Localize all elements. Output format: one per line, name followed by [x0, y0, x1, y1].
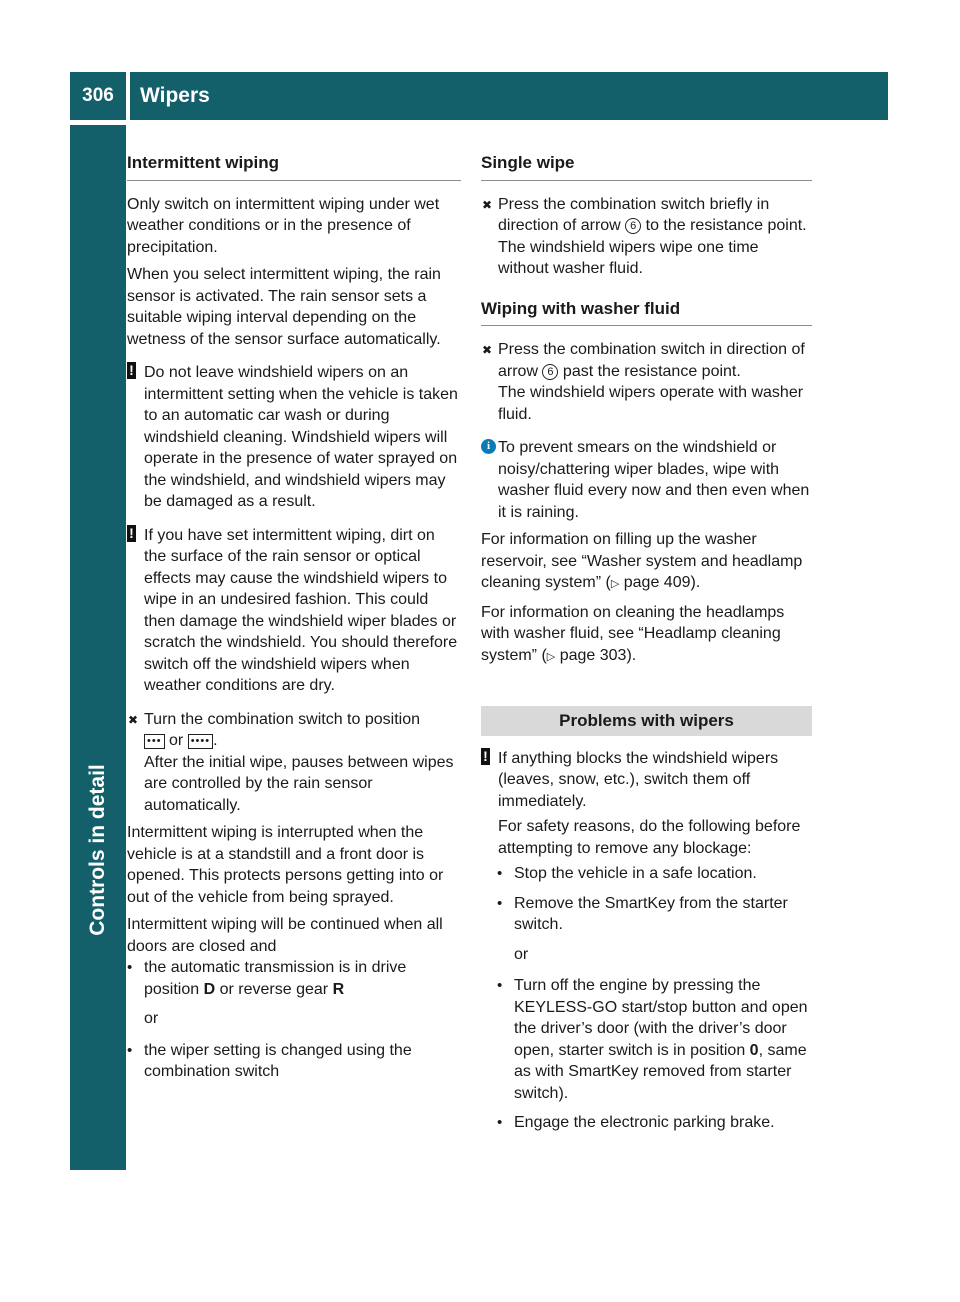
step-or: or [169, 732, 184, 749]
condition-item-1 [127, 957, 461, 1030]
warning-note-2 [127, 525, 461, 697]
condition-text-b: or reverse gear [219, 980, 329, 998]
warning-icon: ! [127, 362, 136, 379]
instruction-step [127, 709, 461, 817]
blockage-text-3: Turn off the engine by pressing the KEYLESS-GO start/stop button and open the driver’s door (with the driver’s door open, starter switch is in position [514, 977, 808, 1059]
warning-note-3 [481, 748, 812, 860]
arrow-6-icon: 6 [625, 218, 641, 234]
warning-text-3b: For safety reasons, do the following before attempting to remove any blockage: [498, 818, 801, 857]
intermittent-paragraph-2: When you select intermittent wiping, the rain sensor is activated. The rain sensor sets a suitable wiping interval depending on the wetness of the sensor surface automatically. [127, 266, 441, 348]
washer-step [481, 339, 812, 425]
step-arrow-icon: ✖ [482, 197, 493, 212]
intermittent-wiping-heading: Intermittent wiping [127, 152, 461, 181]
or-separator: or [144, 1010, 159, 1027]
warning-note-1 [127, 362, 461, 513]
washer-result: The windshield wipers operate with washer fluid. [498, 384, 804, 423]
intermittent-paragraph-1: Only switch on intermittent wiping under wet weather conditions or in the presence of precipitation. [127, 195, 440, 256]
page-ref-arrow-icon: ▷ [610, 578, 620, 590]
intermittent-2-symbol: •••• [188, 734, 213, 749]
headlamp-reference-paragraph [481, 602, 812, 669]
intermittent-paragraph-4: Intermittent wiping will be continued when all doors are closed and [127, 916, 443, 955]
single-wipe-text-b: to the resistance point. [645, 217, 807, 234]
washer-reference-paragraph [481, 529, 812, 596]
position-zero: 0 [749, 1041, 759, 1059]
page-number: 306 [82, 85, 114, 106]
bullet-icon: • [127, 959, 133, 976]
bullet-icon: • [497, 894, 503, 912]
single-wipe-text: Press the combination switch briefly in direction of arrow [498, 195, 770, 234]
right-column [481, 152, 812, 1142]
single-wipe-step [481, 194, 812, 280]
step-arrow-icon: ✖ [482, 343, 493, 357]
step-result: After the initial wipe, pauses between wipes are controlled by the rain sensor automatically. [144, 753, 454, 814]
reference-end: ). [626, 646, 637, 664]
info-icon: i [481, 439, 496, 454]
bullet-icon: • [497, 977, 503, 994]
left-column [127, 152, 461, 1091]
warning-text-1: Do not leave windshield wipers on an intermittent setting when the vehicle is taken to an automatic car wash or during windshield cleaning. Windshield wipers will operate in the presence of water sprayed on the windshield, and windshield wipers may be damaged as a result. [144, 364, 458, 510]
page-header [70, 72, 888, 120]
bullet-icon: • [497, 865, 503, 882]
condition-item-2 [127, 1040, 461, 1083]
header-divider [126, 72, 130, 120]
blockage-steps [481, 863, 812, 1134]
blockage-step-2 [497, 893, 812, 966]
arrow-6-icon: 6 [542, 364, 558, 380]
reference-end: ). [690, 574, 701, 591]
single-wipe-result: The windshield wipers wipe one time without washer fluid. [498, 238, 759, 277]
warning-text-2: If you have set intermittent wiping, dirt on the surface of the rain sensor or optical effects may cause the windshield wipers to wipe in an undesired fashion. This could then damage the windshield wiper blades or scratch the windshield. You should therefore switch off the windshield wipers when weather conditions are dry. [144, 526, 458, 694]
intermittent-paragraph-3: Intermittent wiping is interrupted when the vehicle is at a standstill and a front door is opened. This protects persons getting into or out of the vehicle from being sprayed. [127, 824, 444, 906]
condition-text-2: the wiper setting is changed using the combination switch [144, 1041, 412, 1080]
step-text: Turn the combination switch to position [144, 710, 420, 728]
warning-text-3: If anything blocks the windshield wipers (leaves, snow, etc.), switch them off immediately. [498, 749, 779, 810]
blockage-step-4 [497, 1112, 812, 1134]
page-ref-303[interactable]: page 303 [559, 646, 627, 664]
info-note [481, 437, 812, 523]
side-tab-label: Controls in detail [86, 764, 109, 936]
washer-text-b: past the resistance point. [562, 362, 741, 380]
reference-text: For information on filling up the washer reservoir, see “Washer system and headlamp cleaning system” ( [481, 531, 803, 591]
info-text: To prevent smears on the windshield or noisy/chattering wiper blades, wipe with washer fluid every now and then even when it is raining. [498, 439, 810, 521]
reference-text: For information on cleaning the headlamps with washer fluid, see “Headlamp cleaning system” ( [481, 603, 785, 664]
section-title: Wipers [140, 84, 210, 107]
page-ref-arrow-icon: ▷ [546, 650, 556, 663]
step-arrow-icon: ✖ [128, 712, 139, 727]
single-wipe-heading: Single wipe [481, 152, 812, 181]
side-tab [70, 125, 126, 1170]
or-separator: or [514, 945, 529, 963]
blockage-step-3 [497, 975, 812, 1104]
blockage-text-2: Remove the SmartKey from the starter switch. [514, 894, 788, 933]
condition-text: the automatic transmission is in drive position [144, 959, 407, 998]
blockage-text-1: Stop the vehicle in a safe location. [514, 865, 757, 882]
blockage-text-3b: , same as with SmartKey removed from starter switch). [514, 1041, 807, 1102]
blockage-text-4: Engage the electronic parking brake. [514, 1114, 775, 1131]
side-tab-text [70, 680, 126, 1020]
warning-icon: ! [481, 748, 490, 765]
warning-icon: ! [127, 525, 136, 542]
bullet-icon: • [127, 1041, 133, 1059]
gear-d: D [203, 980, 216, 998]
intermittent-1-symbol: ••• [144, 734, 165, 749]
blockage-step-1 [497, 863, 812, 885]
step-end: . [213, 732, 218, 749]
page-ref-409[interactable]: page 409 [623, 574, 691, 591]
washer-heading: Wiping with washer fluid [481, 298, 812, 327]
bullet-icon: • [497, 1114, 503, 1131]
washer-text: Press the combination switch in direction of arrow [498, 341, 805, 380]
gear-r: R [332, 980, 345, 998]
problems-heading: Problems with wipers [481, 706, 812, 736]
